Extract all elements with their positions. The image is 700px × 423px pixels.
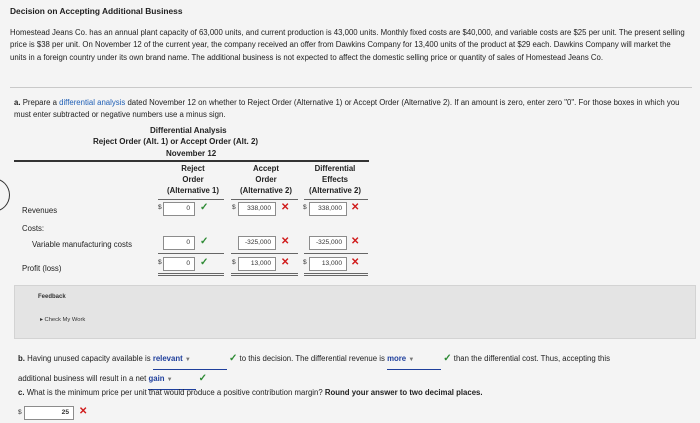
section-divider (10, 87, 692, 88)
column-reject-order: Reject Order (Alternative 1) (167, 164, 219, 195)
costs-label: Costs: (22, 224, 45, 233)
select2-check-icon: ✓ (443, 353, 452, 364)
revenues-diff-cross-icon: ✕ (351, 202, 360, 213)
profit-col3-double-rule-a (304, 273, 368, 274)
chevron-down-icon: ▼ (408, 357, 415, 363)
profit-col2-double-rule-b (231, 275, 298, 276)
select1-check-icon: ✓ (228, 353, 238, 364)
analysis-subheading: Reject Order (Alt. 1) or Accept Order (Alt. 2) (93, 137, 259, 146)
revenues-reject-dollar: $ (158, 204, 162, 211)
chevron-down-icon: ▼ (184, 357, 191, 363)
profit-accept-input[interactable]: 13,000 (238, 257, 276, 271)
variable-diff-cross-icon: ✕ (351, 236, 360, 247)
variable-col2-underline (231, 253, 298, 254)
net-result-select[interactable]: gain ▼ (148, 370, 196, 390)
part-c-instruction: Round your answer to two decimal places. (324, 388, 483, 397)
variable-accept-input[interactable]: -325,000 (238, 236, 276, 250)
part-a-instructions (14, 97, 682, 121)
page-title: Decision on Accepting Additional Business (10, 6, 183, 16)
unused-capacity-select[interactable]: relevant ▼ (153, 350, 227, 370)
profit-diff-cross-icon: ✕ (351, 257, 360, 268)
variable-reject-input[interactable]: 0 (163, 236, 195, 250)
part-b-text-2: to this decision. The differential revenue is (239, 354, 385, 363)
profit-col3-double-rule-b (304, 275, 368, 276)
profit-loss-label: Profit (loss) (22, 264, 62, 273)
variable-reject-check-icon: ✓ (200, 236, 209, 247)
part-a-prefix: Prepare a (22, 98, 57, 107)
revenues-accept-cross-icon: ✕ (281, 202, 290, 213)
revenues-reject-input[interactable]: 0 (163, 202, 195, 216)
problem-statement: Homestead Jeans Co. has an annual plant capacity of 63,000 units, and current production is 43,000 units. Monthly fixed costs are $40,000, and variable costs are $25 per unit. The present selling price is $38 per unit. On November 12 of the current year, the company received an offer from Dawkins Company for 13,400 units of the product at $29 each. Dawkins Company will market the units in a foreign country under its own brand name. The additional business is not expected to affect the domestic selling price or quantity of sales of Homestead Jeans Co. (10, 28, 685, 62)
profit-col1-double-rule-a (158, 273, 224, 274)
header-rule (14, 160, 369, 162)
check-my-work-toggle[interactable]: ▸ Check My Work (40, 317, 86, 323)
part-b-text (18, 350, 688, 390)
revenues-diff-input[interactable]: 338,000 (309, 202, 347, 216)
differential-revenue-select[interactable]: more ▼ (387, 350, 441, 370)
profit-reject-dollar: $ (158, 259, 162, 266)
part-b-text-1: Having unused capacity available is (27, 354, 151, 363)
profit-diff-dollar: $ (303, 259, 307, 266)
profit-diff-input[interactable]: 13,000 (309, 257, 347, 271)
profit-accept-dollar: $ (232, 259, 236, 266)
profit-reject-check-icon: ✓ (200, 257, 209, 268)
variable-accept-cross-icon: ✕ (281, 236, 290, 247)
revenues-accept-dollar: $ (232, 204, 236, 211)
feedback-title: Feedback (38, 294, 66, 300)
variable-costs-label: Variable manufacturing costs (32, 240, 132, 249)
profit-accept-cross-icon: ✕ (281, 257, 290, 268)
profit-col2-double-rule-a (231, 273, 298, 274)
variable-col3-underline (304, 253, 368, 254)
feedback-panel (14, 285, 696, 339)
column-accept-order: Accept Order (Alternative 2) (240, 164, 292, 195)
part-a-letter: a. (14, 98, 21, 107)
analysis-date: November 12 (166, 149, 217, 158)
revenues-label: Revenues (22, 206, 58, 215)
part-c-letter: c. (18, 388, 25, 397)
part-c-dollar: $ (18, 409, 22, 416)
revenues-diff-dollar: $ (303, 204, 307, 211)
revenues-accept-input[interactable]: 338,000 (238, 202, 276, 216)
col1-header-underline (158, 199, 224, 200)
column-differential-effects: Differential Effects (Alternative 2) (309, 164, 361, 195)
part-b-text-4: additional business will result in a net (18, 374, 147, 383)
part-b-text-3: than the differential cost. Thus, accepting this (453, 354, 610, 363)
revenues-reject-check-icon: ✓ (200, 202, 209, 213)
part-c-question (18, 388, 483, 397)
minimum-price-cross-icon: ✕ (79, 406, 88, 417)
variable-diff-input[interactable]: -325,000 (309, 236, 347, 250)
analysis-heading: Differential Analysis (150, 126, 227, 135)
differential-analysis-link[interactable]: differential analysis (59, 98, 126, 107)
profit-reject-input[interactable]: 0 (163, 257, 195, 271)
col3-header-underline (304, 199, 368, 200)
minimum-price-input[interactable]: 25 (24, 406, 74, 420)
part-a-rest: dated November 12 on whether to Reject Order (Alternative 1) or Accept Order (Alternative 2). If an amount is zero, enter zero "0". For those boxes in which you must enter subtracted or negative numbers use a minus sign. (14, 98, 680, 119)
select3-check-icon: ✓ (198, 373, 208, 384)
previous-nav-arrow[interactable] (0, 178, 10, 212)
part-b-letter: b. (18, 354, 25, 363)
chevron-down-icon: ▼ (166, 377, 173, 383)
variable-col1-underline (158, 253, 224, 254)
part-c-text: What is the minimum price per unit that would produce a positive contribution margin? (26, 388, 323, 397)
profit-col1-double-rule-b (158, 275, 224, 276)
col2-header-underline (231, 199, 298, 200)
